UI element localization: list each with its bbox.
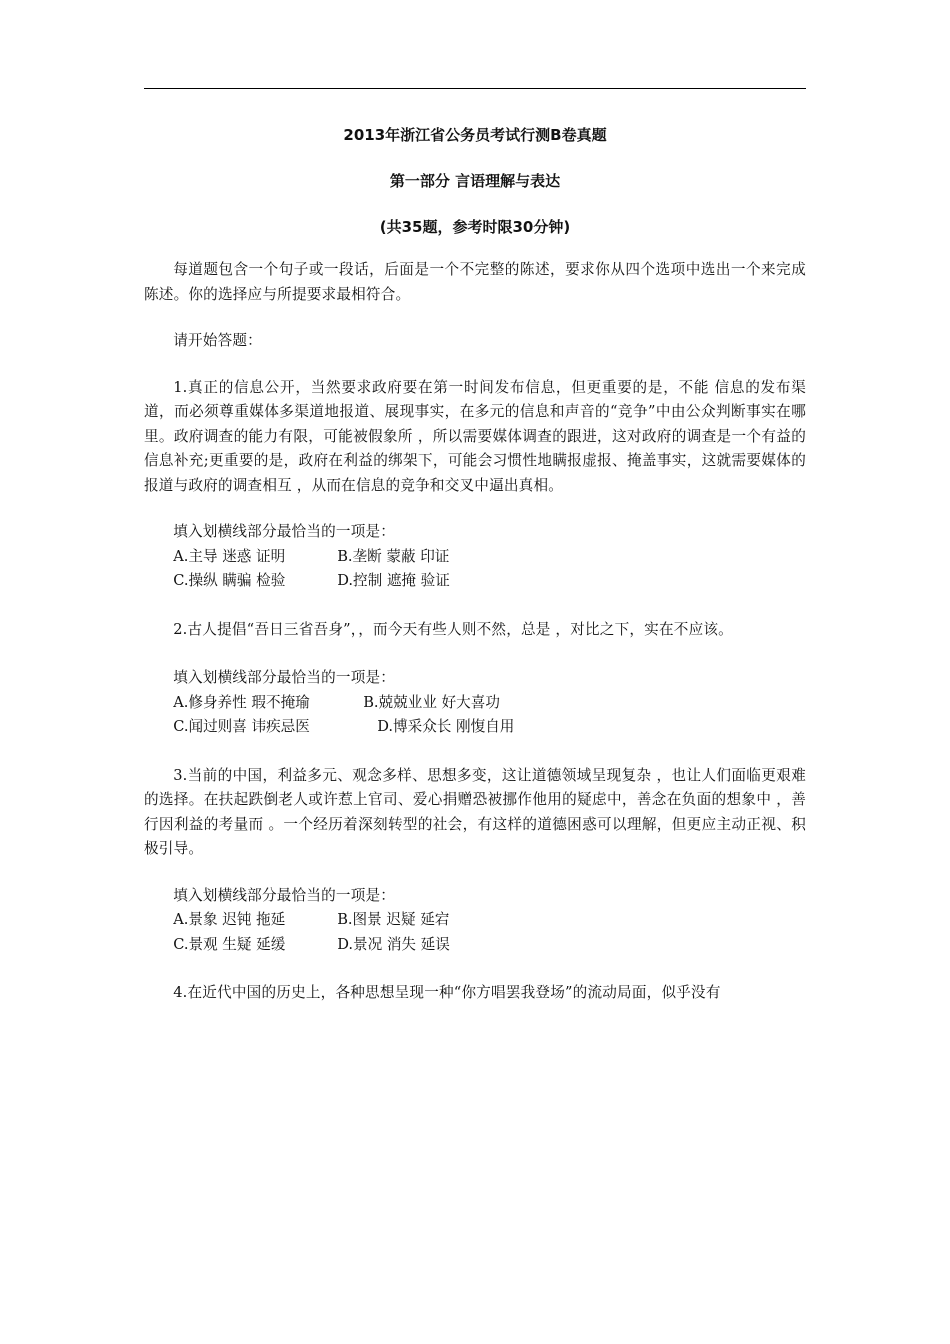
question-3-option-d: D.景况 消失 延误 (337, 935, 450, 953)
question-3-options-row-1 (144, 908, 806, 933)
question-1-option-a: A.主导 迷惑 证明 (173, 547, 286, 565)
question-2-options-row-1 (144, 691, 806, 716)
question-2-option-d: D.博采众长 刚愎自用 (377, 718, 515, 735)
instructions-paragraph: 每道题包含一个句子或一段话，后面是一个不完整的陈述，要求你从四个选项中选出一个来完成陈述。你的选择应与所提要求最相符合。 (144, 261, 806, 303)
question-2-option-a: A.修身养性 瑕不掩瑜 (173, 693, 310, 711)
question-4-stem: 4.在近代中国的历史上，各种思想呈现一种“你方唱罢我登场”的流动局面，似乎没有 (173, 984, 721, 1001)
question-2-option-c: C.闻过则喜 讳疾忌医 (173, 718, 310, 735)
question-1-option-b: B.垄断 蒙蔽 印证 (337, 547, 450, 565)
question-1-options-row-1 (144, 545, 806, 570)
document-page (144, 118, 806, 1006)
question-3-option-b: B.图景 迟疑 延宕 (337, 911, 450, 928)
question-2-stem: 2.古人提倡“吾日三省吾身”，，而今天有些人则不然，总是 ，对比之下，实在不应该。 (173, 620, 733, 638)
question-1-option-c: C.操纵 瞒骗 检验 (173, 572, 286, 589)
header-rule (144, 88, 806, 89)
question-1-option-d: D.控制 遮掩 验证 (337, 572, 450, 589)
question-3-options-row-2 (144, 933, 806, 958)
question-2-option-b: B.兢兢业业 好大喜功 (363, 693, 500, 711)
question-2-options-row-2 (144, 715, 806, 740)
question-2-prompt: 填入划横线部分最恰当的一项是： (173, 669, 396, 686)
question-3-prompt: 填入划横线部分最恰当的一项是： (173, 886, 396, 904)
start-prompt: 请开始答题： (173, 332, 262, 349)
question-3-option-a: A.景象 迟钝 拖延 (173, 911, 286, 928)
question-1-prompt: 填入划横线部分最恰当的一项是： (173, 523, 396, 540)
document-title: 2013年浙江省公务员考试行测B卷真题 (343, 126, 607, 144)
question-3-option-c: C.景观 生疑 延缓 (173, 935, 286, 953)
question-3-stem: 3.当前的中国，利益多元、观念多样、思想多变，这让道德领域呈现复杂 ，也让人们面临更艰难的选择。在扶起跌倒老人或许惹上官司、爱心捐赠恐被挪作他用的疑虑中，善念在负面的想象中 ，善行因利益的考量而 。一个经历着深刻转型的社会，有这样的道德困惑可以理解，但更应主动正视、积极引导。 (144, 766, 806, 857)
section-title: 第一部分 言语理解与表达 (389, 172, 561, 190)
question-1-stem: 1.真正的信息公开，当然要求政府要在第一时间发布信息，但更重要的是，不能 信息的发布渠道，而必须尊重媒体多渠道地报道、展现事实，在多元的信息和声音的“竞争”中由公众判断事实在哪里。政府调查的能力有限，可能被假象所 ，所以需要媒体调查的跟进，这对政府的调查是一个有益的信息补充;更重要的是，政府在利益的绑架下，可能会习惯性地瞒报虚报、掩盖事实，这就需要媒体的报道与政府的调查相互 ，从而在信息的竞争和交叉中逼出真相。 (144, 378, 806, 494)
question-1-options-row-2 (144, 569, 806, 594)
section-note: (共35题，参考时限30分钟) (379, 218, 571, 236)
